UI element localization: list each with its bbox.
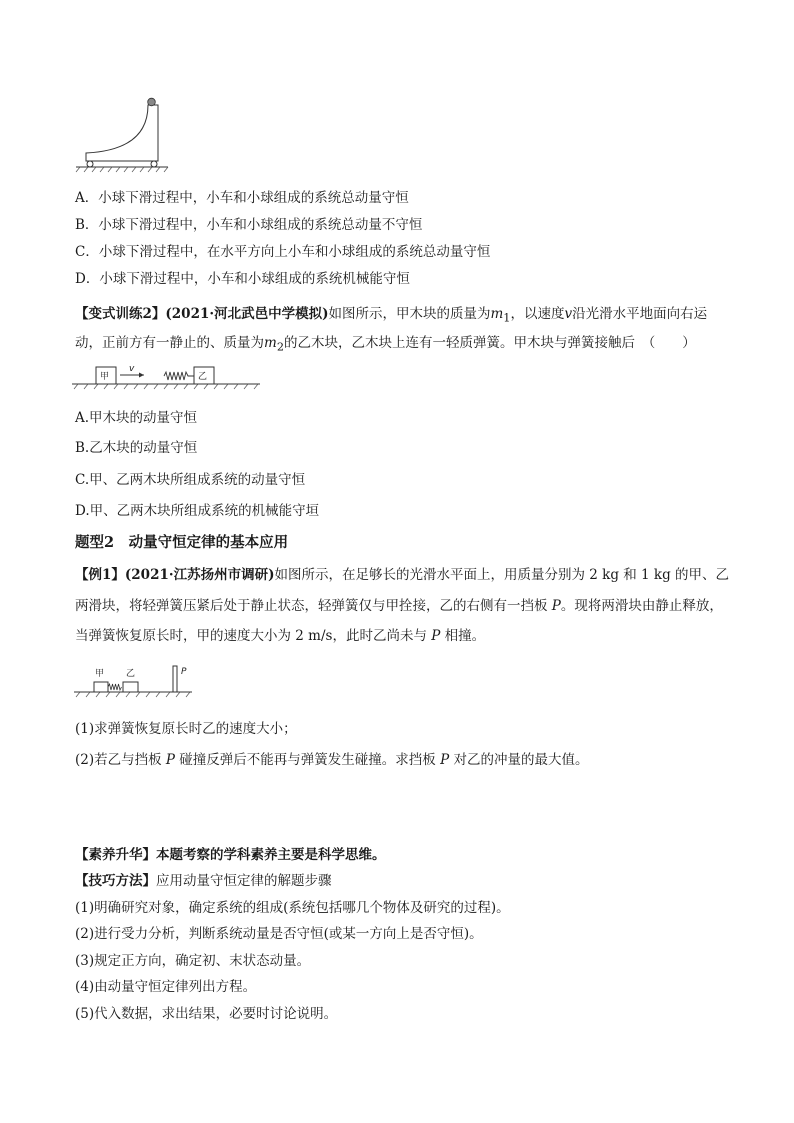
mass-m2-sub: 2: [276, 340, 284, 354]
barrier-p: P: [551, 598, 561, 614]
block-b-label: 乙: [198, 372, 208, 382]
ground-hatching: [76, 692, 190, 697]
block-a: [94, 682, 108, 692]
q2-stem-text: 动，正前方有一静止的、质量为: [75, 335, 264, 351]
method-title: 应用动量守恒定律的解题步骤: [156, 873, 332, 889]
method-step: (3)规定正方向，确定初、末状态动量。: [75, 953, 311, 969]
method-step: (4)由动量守恒定律列出方程。: [75, 979, 257, 995]
example-line1: [75, 565, 729, 585]
example-text: 相撞。: [440, 628, 486, 644]
q2-tag: 【变式训练2】: [75, 306, 166, 322]
example-line2: [75, 596, 723, 616]
method-step: (2)进行受力分析，判断系统动量是否守恒(或某一方向上是否守恒)。: [75, 926, 483, 942]
q1-option-c: C．小球下滑过程中，在水平方向上小车和小球组成的系统总动量守恒: [75, 244, 491, 260]
blocks-spring-figure: [72, 362, 262, 392]
barrier-p: P: [431, 628, 441, 644]
example-text: 对乙的冲量的最大值。: [449, 752, 589, 768]
q2-option-d: D.甲、乙两木块所组成系统的机械能守垣: [75, 503, 320, 519]
q2-option-c: C.甲、乙两木块所组成系统的动量守恒: [75, 472, 306, 488]
cart-body: [86, 105, 158, 161]
q2-option-a: A.甲木块的动量守恒: [75, 410, 198, 426]
example-source: (2021·江苏扬州市调研): [124, 567, 275, 583]
block-b: [123, 682, 138, 692]
mass-m1-sub: 1: [503, 311, 511, 325]
cart-ball-figure: [70, 95, 170, 175]
method-line: [75, 871, 332, 891]
ground-hatching: [74, 384, 258, 389]
q1-option-d: D．小球下滑过程中，小车和小球组成的系统机械能守恒: [75, 271, 410, 287]
q2-stem-line2: [75, 333, 696, 358]
example-text: 。现将两滑块由静止释放，: [560, 598, 723, 614]
example-text: 两滑块，将轻弹簧压紧后处于静止状态，轻弹簧仅与甲拴接，乙的右侧有一挡板: [75, 598, 552, 614]
spring: [108, 684, 122, 690]
block-b-label: 乙: [126, 669, 136, 679]
velocity-label: v: [129, 364, 135, 374]
example-text: (2)若乙与挡板: [75, 752, 166, 768]
example-text: 如图所示，在足够长的光滑水平面上，用质量分别为 2 kg 和 1 kg 的甲、乙: [274, 567, 730, 583]
example-question-2: [75, 750, 589, 770]
literacy-line: [75, 845, 386, 865]
section-title: 题型2 动量守恒定律的基本应用: [75, 534, 289, 551]
example-text: 当弹簧恢复原长时，甲的速度大小为 2 m/s，此时乙尚未与: [75, 628, 432, 644]
barrier-p: P: [165, 752, 176, 768]
literacy-tag: 【素养升华】: [75, 847, 156, 863]
block-a-label: 甲: [100, 372, 110, 382]
example-question-1: (1)求弹簧恢复原长时乙的速度大小；: [75, 721, 297, 737]
method-step: (5)代入数据，求出结果，必要时讨论说明。: [75, 1006, 338, 1022]
mass-m2: m: [264, 335, 277, 351]
example-line3: [75, 626, 485, 646]
q2-stem-text: 如图所示，甲木块的质量为: [328, 306, 491, 322]
q1-option-b: B．小球下滑过程中，小车和小球组成的系统总动量不守恒: [75, 217, 423, 233]
barrier: [173, 666, 177, 692]
q2-stem-text: 的乙木块，乙木块上连有一轻质弹簧。甲木块与弹簧接触后 （ ）: [283, 335, 696, 351]
blocks-barrier-figure: [72, 662, 202, 702]
mass-m1: m: [490, 306, 504, 322]
q2-option-b: B.乙木块的动量守恒: [75, 440, 198, 456]
example-tag: 【例1】: [75, 567, 125, 583]
velocity-arrow-head: [139, 373, 144, 378]
literacy-text: 本题考察的学科素养主要是科学思维。: [156, 847, 386, 863]
q2-source: (2021·河北武邑中学模拟): [165, 306, 329, 322]
velocity-v: v: [564, 306, 573, 322]
ground-hatching: [76, 167, 168, 172]
example-text: 碰撞反弹后不能再与弹簧发生碰撞。求挡板: [175, 752, 441, 768]
block-a-label: 甲: [95, 669, 105, 679]
spring: [164, 372, 194, 380]
ball: [148, 98, 156, 106]
cart-wheel-right: [151, 161, 157, 167]
cart-wheel-left: [87, 161, 93, 167]
method-tag: 【技巧方法】: [75, 873, 156, 889]
q2-stem-text: ，以速度: [510, 306, 565, 322]
barrier-label: P: [181, 667, 187, 677]
q1-option-a: A．小球下滑过程中，小车和小球组成的系统总动量守恒: [75, 190, 409, 206]
barrier-p: P: [440, 752, 450, 768]
method-step: (1)明确研究对象，确定系统的组成(系统包括哪几个物体及研究的过程)。: [75, 900, 510, 916]
q2-stem-text: 沿光滑水平地面向右运: [572, 306, 708, 322]
q2-stem-line1: [75, 304, 707, 329]
